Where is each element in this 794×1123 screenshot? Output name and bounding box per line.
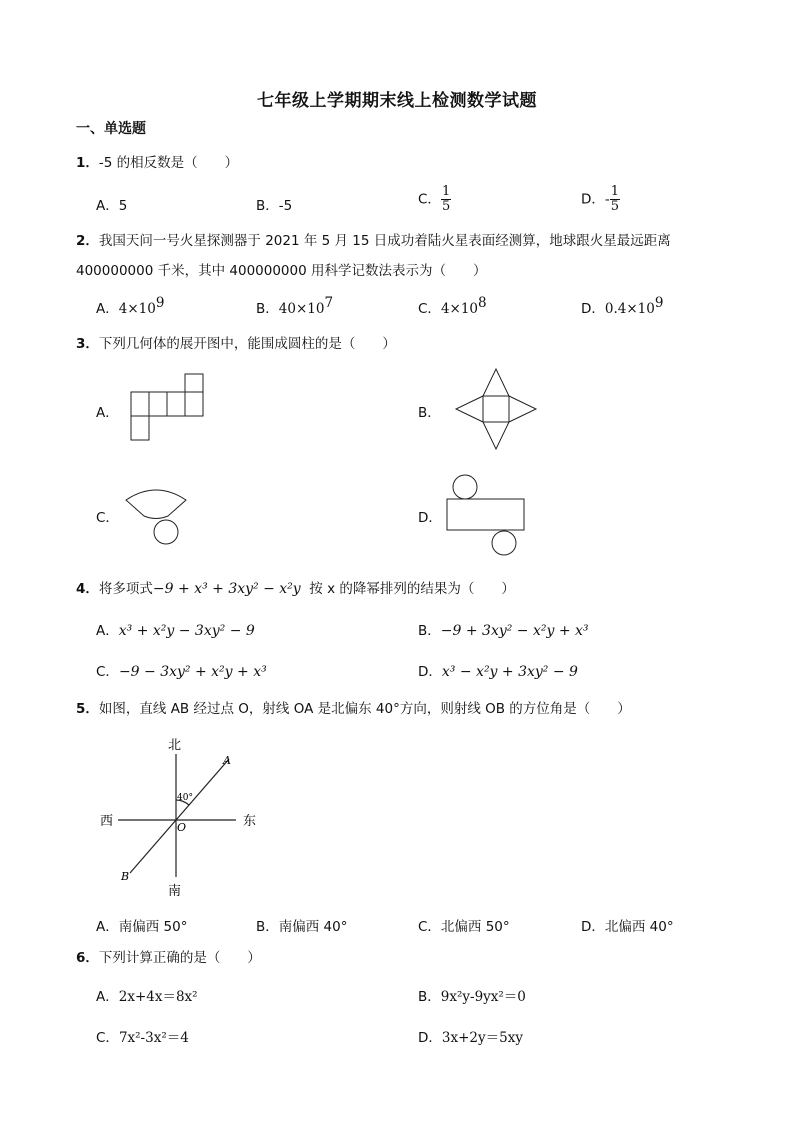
option-d[interactable]: D．3x+2y＝5xy	[418, 1030, 523, 1046]
label-a: A	[223, 754, 231, 767]
option-b[interactable]: B．-5	[256, 198, 293, 214]
question-4: 4．将多项式−9 + x³ + 3xy² − x²y 按 x 的降幂排列的结果为（ ）	[76, 581, 515, 597]
option-d[interactable]: D．北偏西 40°	[581, 919, 674, 935]
pyramid-net-figure	[455, 368, 539, 452]
option-a[interactable]: A．5	[96, 198, 128, 214]
net-grid-figure	[130, 373, 205, 443]
question-number: 4．	[76, 581, 99, 597]
line-ab	[130, 759, 229, 873]
question-number: 5．	[76, 701, 99, 717]
option-b[interactable]: B．−9 + 3xy² − x²y + x³	[418, 623, 589, 639]
option-b[interactable]: B．9x²y-9yx²＝0	[418, 989, 526, 1005]
option-label: C．	[418, 191, 441, 208]
fraction: $\frac{1}{5}$	[610, 184, 620, 214]
label-north: 北	[168, 738, 182, 753]
question-1	[76, 151, 238, 171]
angle-label: 40°	[177, 793, 193, 803]
option-c[interactable]: C．$4\times 10^8$	[418, 295, 487, 317]
label-west: 西	[100, 814, 114, 829]
question-2	[76, 229, 671, 249]
question-number: 6．	[76, 950, 99, 966]
question-5	[76, 697, 631, 717]
option-a[interactable]: A．	[96, 405, 119, 421]
question-stem: 如图，直线 AB 经过点 O，射线 OA 是北偏东 40°方向，则射线 OB 的方位角是（ ）	[98, 701, 631, 717]
label-o: O	[177, 821, 187, 834]
option-b[interactable]: B．	[418, 405, 441, 421]
question-stem-line2: 400000000 千米，其中 400000000 用科学记数法表示为（ ）	[76, 263, 487, 279]
question-number: 1．	[76, 155, 99, 171]
option-c[interactable]: C．	[96, 510, 119, 526]
label-east: 东	[243, 814, 257, 829]
fraction: $\frac{1}{5}$	[441, 184, 451, 214]
page-title: 七年级上学期期末线上检测数学试题	[257, 91, 537, 111]
question-stem: 下列计算正确的是（ ）	[98, 950, 261, 966]
question-number: 2．	[76, 233, 99, 249]
option-c[interactable]	[418, 185, 451, 214]
option-d[interactable]: D．x³ − x²y + 3xy² − 9	[418, 664, 578, 680]
label-south: 南	[168, 884, 182, 899]
question-3	[76, 332, 396, 352]
option-d[interactable]	[581, 185, 620, 214]
option-d[interactable]: D．	[418, 510, 442, 526]
question-number: 3．	[76, 336, 99, 352]
option-d[interactable]: D．$0.4\times 10^9$	[581, 295, 664, 317]
option-a[interactable]: A．$4\times 10^9$	[96, 295, 165, 317]
question-6	[76, 946, 261, 966]
option-c[interactable]: C．北偏西 50°	[418, 919, 510, 935]
polynomial: −9 + x³ + 3xy² − x²y	[152, 581, 301, 597]
section-heading: 一、单选题	[76, 121, 146, 137]
label-b: B	[121, 870, 130, 883]
compass-figure	[96, 732, 266, 902]
cone-net-figure	[124, 486, 194, 548]
option-c[interactable]: C．−9 − 3xy² + x²y + x³	[96, 664, 267, 680]
question-stem-line1: 我国天问一号火星探测器于 2021 年 5 月 15 日成功着陆火星表面经测算，地球跟火星最远距离	[98, 233, 671, 249]
question-stem: 下列几何体的展开图中，能围成圆柱的是（ ）	[98, 336, 396, 352]
option-b[interactable]: B．$40\times 10^7$	[256, 295, 334, 317]
option-a[interactable]: A．南偏西 50°	[96, 919, 188, 935]
question-stem: -5 的相反数是（ ）	[98, 155, 239, 171]
option-c[interactable]: C．7x²-3x²＝4	[96, 1030, 189, 1046]
cylinder-net-figure	[445, 474, 527, 558]
option-label: D．-	[581, 191, 610, 208]
option-a[interactable]: A．x³ + x²y − 3xy² − 9	[96, 623, 255, 639]
option-b[interactable]: B．南偏西 40°	[256, 919, 348, 935]
option-a[interactable]: A．2x+4x＝8x²	[96, 989, 198, 1005]
